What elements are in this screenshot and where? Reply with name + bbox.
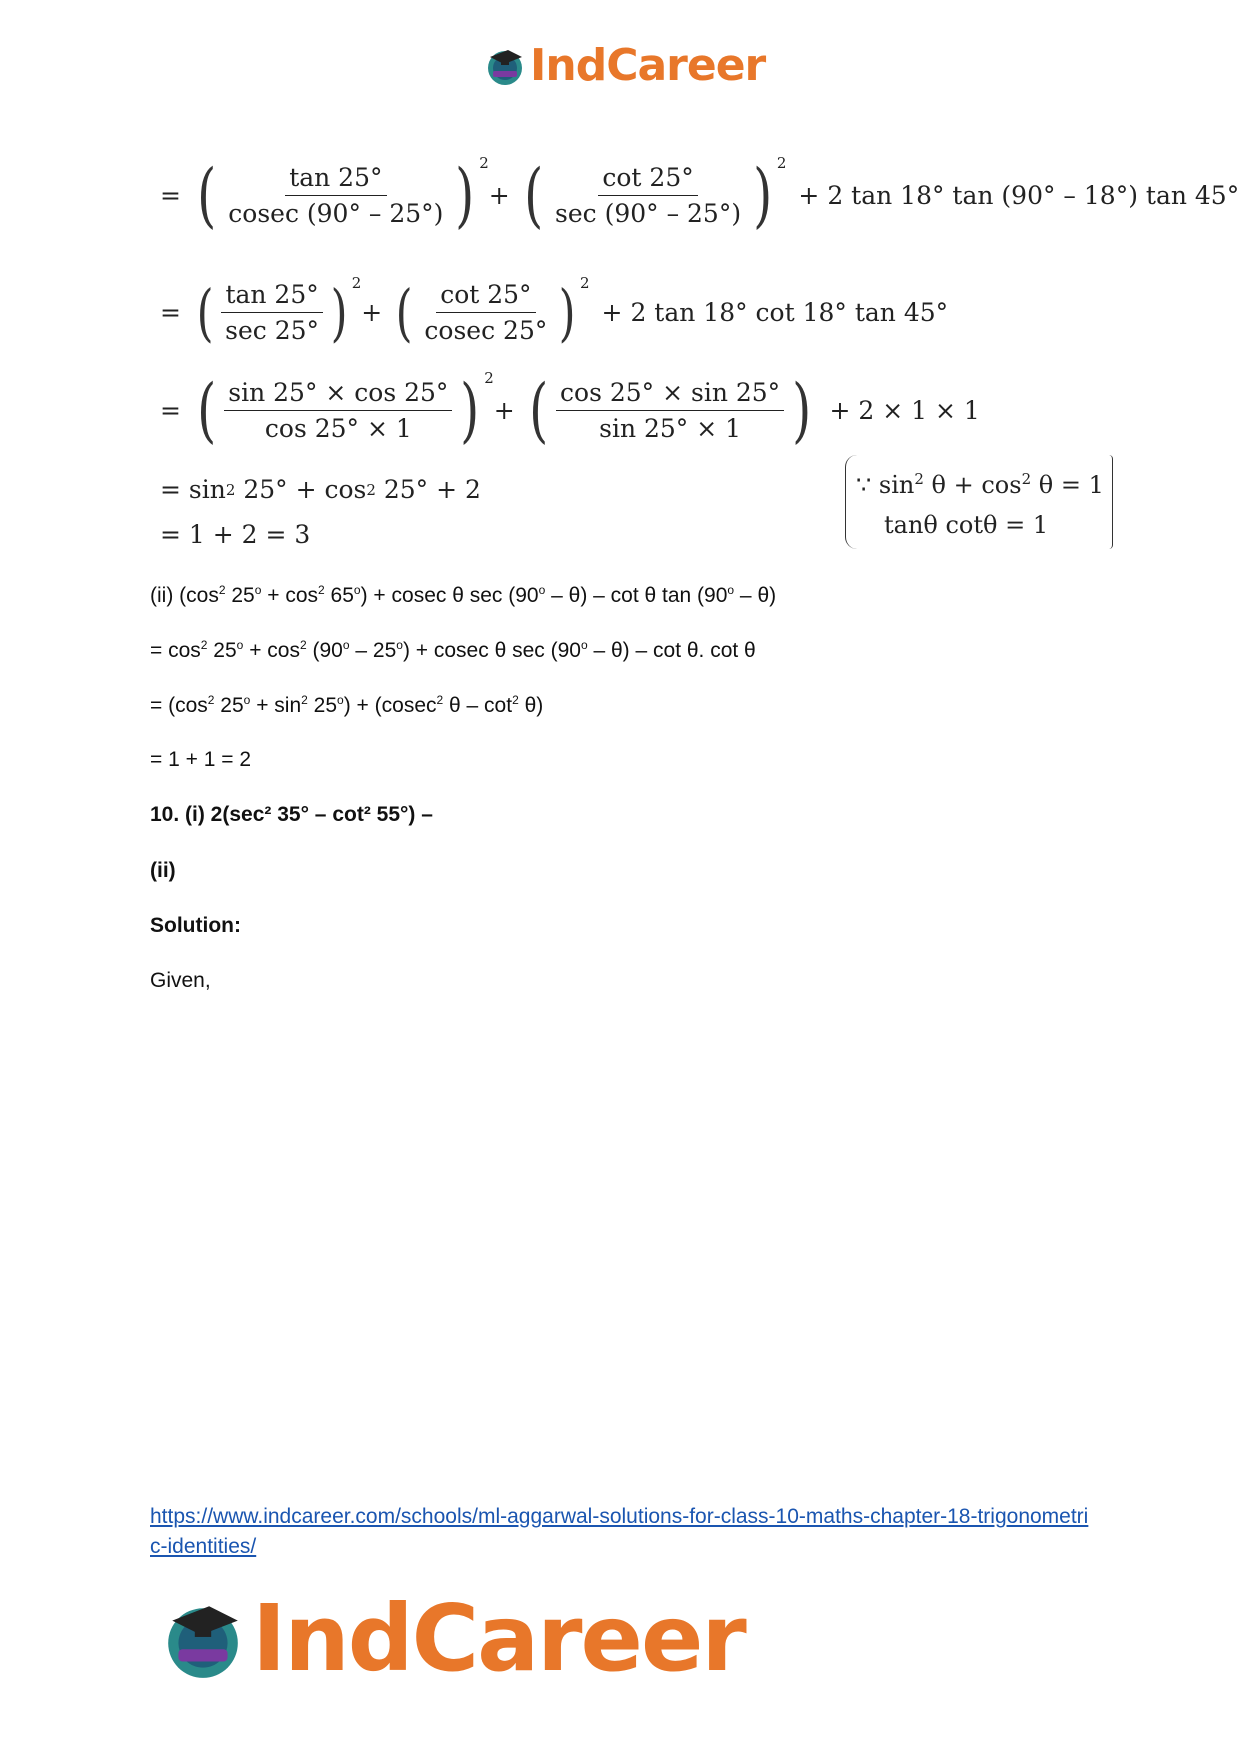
exponent: 2 (512, 693, 519, 707)
text: – θ) – cot θ. cot θ (587, 639, 756, 662)
math-line-2 (160, 274, 949, 349)
exponent: 2 (580, 274, 590, 292)
math-line-4 (160, 475, 481, 504)
question-10: 10. (i) 2(sec² 35° – cot² 55°) – (150, 803, 433, 826)
paren-group: ( $\frac{\tan 25^\circ}{\sec 25^\circ}$ ) $^2$ (196, 274, 362, 349)
identity-line-2: tanθ cotθ = 1 (884, 511, 1049, 539)
exponent: 2 (436, 693, 444, 707)
fraction (556, 378, 784, 443)
exponent: 2 (1021, 470, 1032, 488)
math-text: θ + cos (931, 471, 1022, 499)
degree-mark: o (236, 638, 244, 652)
fraction (224, 378, 452, 443)
step-3: = 1 + 1 = 2 (150, 748, 252, 771)
fraction (420, 280, 551, 345)
equals-sign: = (160, 395, 181, 425)
paren-group: ( $\frac{\sin 25^\circ \times \cos 25^\circ}{\cos 25^\circ \times 1}$ ) $^2$ (197, 369, 494, 451)
degree-mark: o (538, 583, 546, 597)
degree-mark: o (254, 583, 262, 597)
text: 25 (307, 694, 338, 717)
degree-mark: o (337, 693, 344, 707)
fraction (224, 163, 447, 228)
paren-group: ( $\frac{\cot 25^\circ}{\sec (90^\circ - 25^\circ)}$ ) $^2$ (523, 154, 787, 236)
text: 25 (225, 584, 255, 607)
given-label: Given, (150, 969, 211, 992)
exponent: 2 (914, 470, 924, 488)
text: ) + cosec θ sec (90 (360, 584, 539, 607)
degree-mark: o (342, 638, 350, 652)
text: + sin (250, 694, 302, 717)
exponent: 2 (301, 693, 308, 707)
exponent: 2 (484, 369, 494, 387)
denominator: sec 25° (225, 316, 320, 345)
paren-group: ( $\frac{\tan 25^\circ}{cosec (90^\circ - 25^\circ)}$ ) $^2$ (197, 154, 489, 236)
paren-group: ( $\frac{\cot 25^\circ}{cosec 25^\circ}$ ) $^2$ (395, 274, 590, 349)
text: ) + cosec θ sec (90 (402, 639, 581, 662)
denominator: sec (90° – 25°) (555, 198, 742, 228)
exponent: 2 (479, 154, 489, 172)
math-line-3 (160, 369, 980, 451)
question-10-ii: (ii) (150, 859, 176, 882)
degree-mark: o (727, 583, 735, 597)
fraction (551, 163, 745, 228)
footer-logo (160, 1585, 745, 1692)
math-line-1 (160, 154, 1240, 236)
paren-group: ( $\frac{\cos 25^\circ \times \sin 25^\circ}{\sin 25^\circ \times 1}$ ) (528, 369, 812, 451)
degree-mark: o (396, 638, 403, 652)
fraction (221, 280, 323, 345)
exponent: 2 (200, 638, 208, 652)
math-text: 25° + 2 (383, 475, 481, 504)
source-link[interactable]: https://www.indcareer.com/schools/ml-aggarwal-solutions-for-class-10-maths-chapter-18-trigonometric-identities/ (150, 1505, 1089, 1558)
math-tail: + 2 × 1 × 1 (829, 395, 980, 425)
text: = (cos (150, 694, 208, 717)
math-tail: + 2 tan 18° cot 18° tan 45° (601, 298, 949, 327)
identity-line-1 (856, 459, 1104, 505)
exponent: 2 (776, 154, 787, 172)
text: = cos (150, 639, 201, 662)
step-1 (150, 638, 756, 663)
math-text: 25° + cos (243, 475, 367, 504)
numerator: tan 25° (221, 280, 322, 313)
text: (ii) (cos (150, 584, 219, 607)
text: + cos (261, 584, 319, 607)
math-line-5 (160, 520, 310, 549)
exponent: 2 (225, 480, 236, 499)
exponent: 2 (318, 583, 325, 597)
numerator: cos 25° × sin 25° (556, 378, 784, 411)
question-ii (150, 583, 776, 608)
math-tail: + 2 tan 18° tan (90° – 18°) tan 45° (798, 180, 1240, 210)
exponent: 2 (218, 583, 226, 597)
text: 65 (324, 584, 354, 607)
degree-mark: o (243, 693, 251, 707)
degree-mark: o (353, 583, 361, 597)
text: – θ) – cot θ tan (90 (545, 584, 728, 607)
plus-sign: + (361, 298, 383, 327)
numerator: cot 25° (436, 280, 535, 313)
math-text: ∵ sin (856, 471, 915, 499)
graduation-book-icon (160, 1596, 246, 1682)
brand-name: IndCareer (530, 40, 766, 91)
step-2 (150, 693, 543, 718)
text: 25 (214, 694, 244, 717)
text: θ – cot (443, 694, 513, 717)
equals-sign: = (160, 298, 181, 327)
plus-sign: + (493, 395, 515, 425)
exponent: 2 (351, 274, 362, 292)
math-text: θ = 1 (1038, 471, 1104, 499)
solution-heading: Solution: (150, 914, 241, 937)
text: + cos (243, 639, 300, 662)
text: – θ) (734, 584, 777, 607)
denominator: cosec (90° – 25°) (228, 198, 444, 228)
denominator: cosec 25° (424, 316, 548, 345)
text: ) + (cosec (343, 694, 437, 717)
degree-mark: o (580, 638, 588, 652)
denominator: sin 25° × 1 (599, 413, 742, 443)
text: – 25 (349, 639, 397, 662)
math-text: = 1 + 2 = 3 (160, 520, 311, 549)
graduation-book-icon (484, 45, 526, 87)
numerator: cot 25° (598, 163, 697, 196)
numerator: sin 25° × cos 25° (224, 378, 452, 411)
equals-sign: = (160, 180, 181, 210)
header-logo (484, 40, 765, 91)
text: (90 (306, 639, 343, 662)
text: θ) (518, 694, 544, 717)
exponent: 2 (207, 693, 215, 707)
numerator: tan 25° (285, 163, 386, 196)
exponent: 2 (299, 638, 307, 652)
identity-note (845, 455, 1113, 549)
brand-name: IndCareer (252, 1585, 745, 1692)
math-text: = sin (160, 475, 226, 504)
exponent: 2 (366, 480, 376, 499)
plus-sign: + (488, 180, 510, 210)
denominator: cos 25° × 1 (264, 413, 412, 443)
text: 25 (207, 639, 237, 662)
